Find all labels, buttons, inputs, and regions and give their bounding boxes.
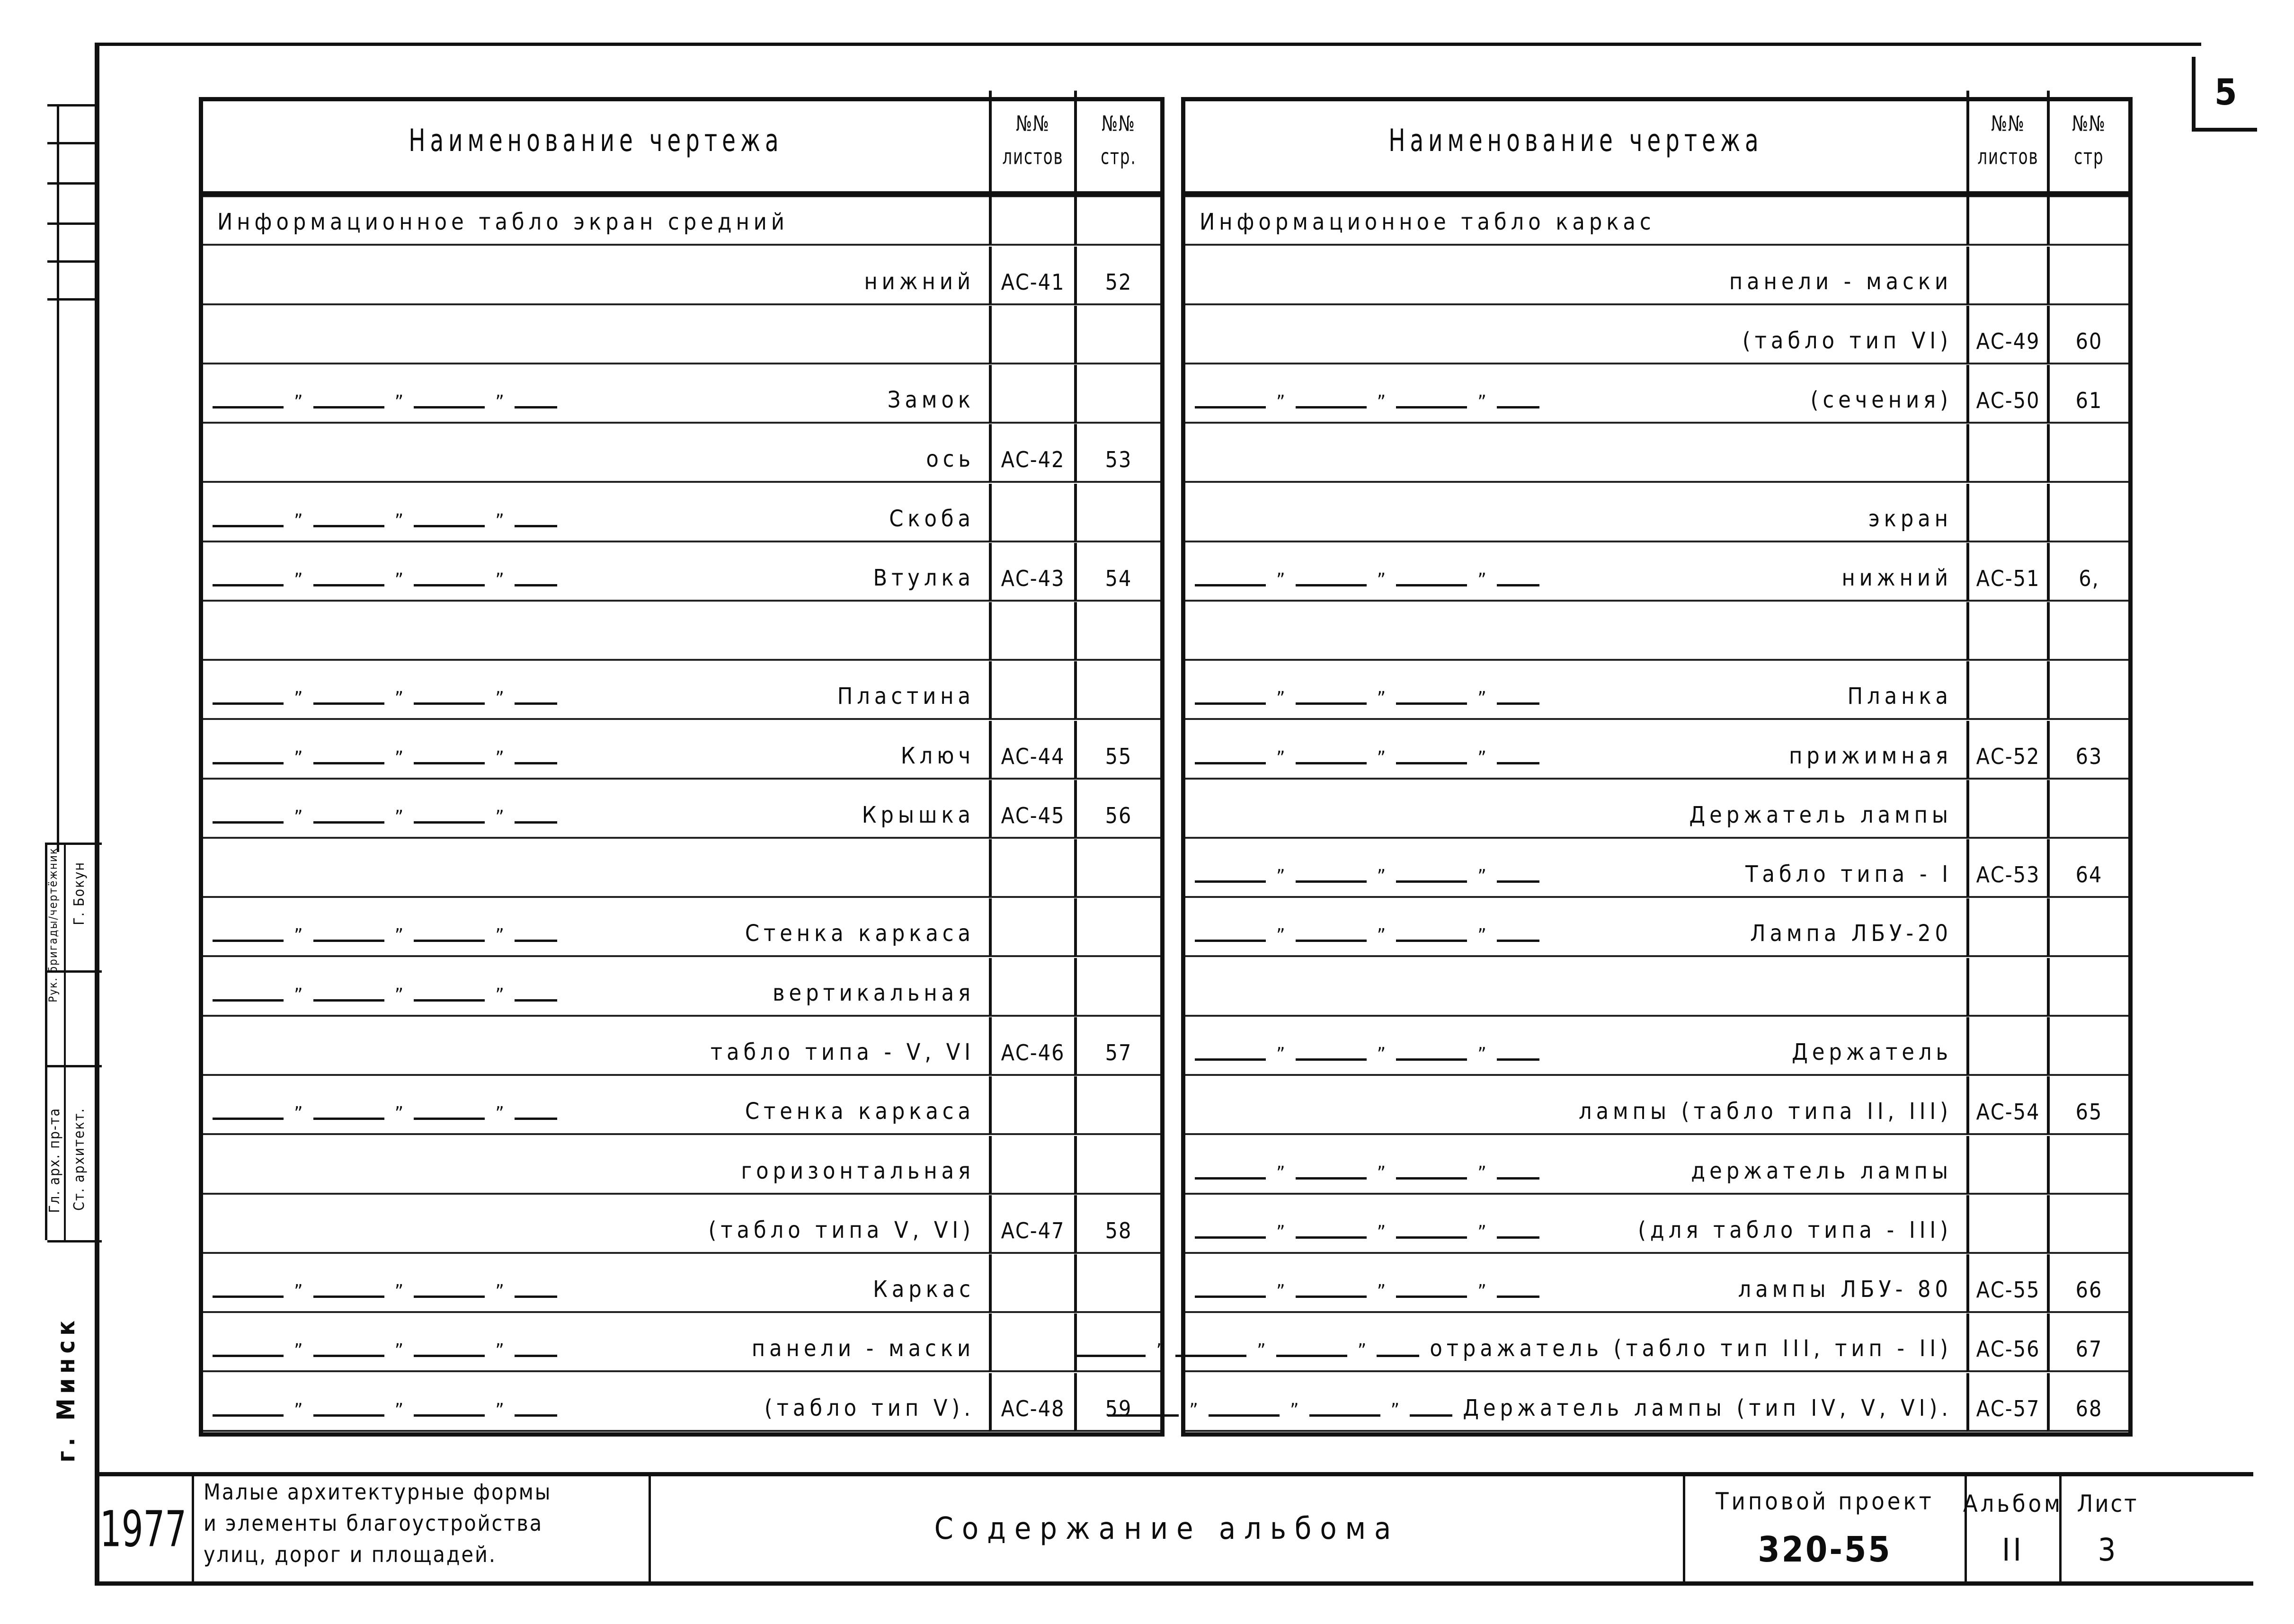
toc-row-name — [203, 365, 989, 424]
toc-row-page-number — [2047, 247, 2128, 305]
toc-row-page-number: 59 — [1074, 1373, 1160, 1432]
city-label: г. Минск — [52, 1316, 80, 1463]
toc-row-name — [1185, 1373, 1966, 1432]
drawing-name-text: Крышка — [862, 801, 975, 828]
toc-row-page-number — [1074, 1136, 1160, 1195]
toc-table-right — [1156, 97, 2133, 1437]
toc-row-name — [1185, 306, 1966, 364]
drawing-name-text: Пластина — [837, 683, 975, 710]
toc-row-page-number — [2047, 1195, 2128, 1254]
toc-row-sheet-number — [989, 1254, 1074, 1313]
toc-row-name — [203, 780, 989, 839]
toc-row-sheet-number: АС-43 — [989, 543, 1074, 602]
toc-row-sheet-number: АС-41 — [989, 247, 1074, 305]
toc-row-name — [203, 1017, 989, 1076]
drawing-name-text: (табло тип V). — [764, 1394, 975, 1421]
toc-row-page-number — [2047, 661, 2128, 720]
toc-row-page-number — [2047, 1136, 2128, 1195]
toc-row-sheet-number: АС-48 — [989, 1373, 1074, 1432]
toc-row-page-number: 52 — [1074, 247, 1160, 305]
toc-row-page-number — [1074, 484, 1160, 542]
ditto-marks: ” ” ” — [203, 688, 568, 710]
drawing-name-text: Информационное табло экран средний — [217, 209, 789, 236]
project-number: 320-55 — [1758, 1529, 1892, 1570]
ditto-marks: ” ” ” — [203, 747, 568, 769]
stamp-label-name: Г. Бокун — [71, 861, 88, 925]
toc-row-page-number — [2047, 1017, 2128, 1076]
drawing-name-text: прижимная — [1789, 742, 1952, 769]
sheet-label: Лист — [2077, 1490, 2139, 1518]
toc-row-page-number — [1074, 898, 1160, 957]
toc-row-name — [203, 1313, 989, 1372]
header-sheet-numbers-line1: №№ — [1016, 112, 1050, 136]
toc-row-sheet-number — [1966, 424, 2047, 483]
title-block-album — [1963, 1476, 2063, 1581]
header-sheet-numbers-line2: листов — [1977, 145, 2039, 169]
toc-row-page-number — [2047, 958, 2128, 1017]
title-block-title: Содержание альбома — [649, 1476, 1683, 1581]
ditto-marks: ” ” ” — [203, 569, 568, 591]
toc-row-name — [203, 1136, 989, 1195]
project-label: Типовой проект — [1716, 1488, 1934, 1515]
ditto-marks: ” ” ” — [1185, 569, 1550, 591]
ditto-marks: ” ” ” — [1185, 688, 1550, 710]
drawing-name-text: Стенка каркаса — [745, 920, 975, 947]
toc-row-page-number — [1074, 839, 1160, 898]
drawing-name-text: Стенка каркаса — [745, 1098, 975, 1125]
title-block-project — [1683, 1476, 1965, 1581]
drawing-name-text: панели - маски — [751, 1335, 975, 1362]
album-number: II — [2002, 1531, 2024, 1568]
ditto-marks: ” ” ” — [203, 391, 568, 413]
drawing-name-text: Табло типа - I — [1745, 861, 1952, 888]
toc-row-sheet-number: АС-45 — [989, 780, 1074, 839]
toc-row-page-number — [1074, 661, 1160, 720]
stamp-divider — [47, 1065, 102, 1067]
toc-row-name — [1185, 1017, 1966, 1076]
toc-row-page-number — [1074, 1076, 1160, 1135]
toc-row-sheet-number: АС-47 — [989, 1195, 1074, 1254]
header-page-numbers-line2: стр. — [1101, 145, 1137, 169]
ditto-marks: ” ” ” — [203, 985, 568, 1006]
drawing-name-text: нижний — [1841, 564, 1952, 591]
toc-row-sheet-number: АС-56 — [1966, 1313, 2047, 1372]
header-sheet-numbers-line1: №№ — [1991, 112, 2025, 136]
stamp-column-divider — [64, 843, 66, 1240]
ditto-marks: ” ” ” — [203, 1340, 568, 1362]
ditto-marks: ” ” ” — [1185, 391, 1550, 413]
header-page-numbers-line1: №№ — [1102, 112, 1136, 136]
ditto-marks: ” ” ” — [203, 925, 568, 947]
toc-row-sheet-number: АС-42 — [989, 424, 1074, 483]
toc-row-sheet-number — [989, 1136, 1074, 1195]
header-sheet-numbers — [989, 91, 1074, 197]
header-drawing-name: Наименование чертежа — [203, 91, 989, 197]
toc-row-name — [203, 602, 989, 661]
toc-row-page-number: 63 — [2047, 721, 2128, 780]
toc-row-page-number: 65 — [2047, 1076, 2128, 1135]
drawing-name-text: Держатель лампы (тип IV, V, VI). — [1463, 1394, 1952, 1421]
toc-row-name — [1185, 1076, 1966, 1135]
toc-row-page-number — [1074, 602, 1160, 661]
toc-row-name — [203, 1076, 989, 1135]
ditto-marks: ” ” ” — [1185, 1281, 1550, 1303]
drawing-name-text: держатель лампы — [1691, 1157, 1952, 1184]
drawing-name-text: экран — [1868, 505, 1952, 532]
toc-row-name — [1185, 247, 1966, 305]
header-page-numbers-line2: стр — [2074, 145, 2104, 169]
stamp-label-chief-architect: Гл. арх. пр-та — [46, 1108, 63, 1213]
drawing-name-text: Держатель — [1792, 1039, 1952, 1066]
toc-table-left — [199, 97, 1165, 1437]
toc-row-page-number — [1074, 306, 1160, 364]
drawing-name-text: (сечения) — [1810, 387, 1952, 414]
toc-row-page-number: 6, — [2047, 543, 2128, 602]
toc-row-sheet-number — [1966, 898, 2047, 957]
ditto-marks: ” ” ” — [1185, 866, 1550, 887]
toc-row-sheet-number — [1966, 484, 2047, 542]
toc-row-page-number: 68 — [2047, 1373, 2128, 1432]
toc-row-page-number — [2047, 780, 2128, 839]
toc-row-sheet-number — [1966, 247, 2047, 305]
toc-row-name — [1185, 721, 1966, 780]
toc-row-sheet-number — [1966, 661, 2047, 720]
toc-row-sheet-number — [1966, 1017, 2047, 1076]
toc-row-sheet-number — [989, 602, 1074, 661]
drawing-name-text: Замок — [887, 387, 975, 414]
toc-row-page-number: 53 — [1074, 424, 1160, 483]
drawing-name-text: ось — [926, 446, 975, 473]
title-block — [95, 1472, 2253, 1586]
toc-row-page-number: 66 — [2047, 1254, 2128, 1313]
toc-row-page-number: 57 — [1074, 1017, 1160, 1076]
toc-row-sheet-number: АС-44 — [989, 721, 1074, 780]
toc-row-name — [203, 484, 989, 542]
ditto-marks: ” ” ” — [1185, 747, 1550, 769]
toc-row-name — [1185, 1195, 1966, 1254]
toc-row-name — [203, 1373, 989, 1432]
toc-row-sheet-number — [989, 1076, 1074, 1135]
toc-row-page-number — [2047, 424, 2128, 483]
drawing-name-text: (табло тип VI) — [1742, 327, 1952, 354]
toc-row-name — [1185, 1136, 1966, 1195]
drawing-name-text: (для табло типа - III) — [1638, 1216, 1952, 1243]
title-block-year: 1977 — [99, 1500, 187, 1558]
album-label: Альбом — [1963, 1490, 2063, 1518]
drawing-name-text: Лампа ЛБУ-20 — [1750, 920, 1952, 947]
drawing-name-text: Информационное табло каркас — [1200, 209, 1655, 236]
toc-row-sheet-number: АС-46 — [989, 1017, 1074, 1076]
approval-stamp — [45, 843, 102, 1240]
toc-row-sheet-number — [989, 898, 1074, 957]
drawing-name-text: Каркас — [873, 1276, 975, 1303]
stamp-label-senior-architect: Ст. архитект. — [71, 1108, 88, 1211]
toc-row-sheet-number: АС-57 — [1966, 1373, 2047, 1432]
toc-row-page-number — [2047, 602, 2128, 661]
drawing-name-text: отражатель (табло тип III, тип - II) — [1430, 1335, 1952, 1362]
header-page-numbers-line1: №№ — [2072, 112, 2106, 136]
toc-row-name — [203, 543, 989, 602]
frame-top-border — [95, 43, 2201, 46]
toc-row-sheet-number: АС-49 — [1966, 306, 2047, 364]
toc-row-name — [203, 839, 989, 898]
ditto-marks: ” ” ” — [203, 807, 568, 828]
toc-row-name — [203, 247, 989, 305]
toc-row-name — [203, 721, 989, 780]
toc-row-name — [203, 1254, 989, 1313]
ditto-marks: ” ” ” — [203, 1103, 568, 1125]
toc-row-name — [1185, 661, 1966, 720]
drawing-name-text: лампы (табло типа II, III) — [1578, 1098, 1952, 1125]
drawing-name-text: Планка — [1847, 683, 1952, 710]
toc-row-name — [1185, 1254, 1966, 1313]
header-sheet-numbers — [1966, 91, 2047, 197]
description-line-2: и элементы благоустройства — [204, 1510, 543, 1536]
toc-row-page-number: 60 — [2047, 306, 2128, 364]
title-block-sheet — [2059, 1476, 2154, 1581]
toc-row-sheet-number — [989, 661, 1074, 720]
toc-row-page-number: 61 — [2047, 365, 2128, 424]
toc-row-page-number: 54 — [1074, 543, 1160, 602]
stamp-label-draftsman: Рук. бригады/чертёжник — [46, 847, 60, 1003]
toc-row-name — [1185, 424, 1966, 483]
drawing-name-text: Втулка — [873, 564, 975, 591]
header-page-numbers — [1074, 91, 1160, 197]
drawing-name-text: табло типа - V, VI — [710, 1039, 975, 1066]
sheet-number: 3 — [2098, 1531, 2118, 1568]
header-page-numbers — [2047, 91, 2128, 197]
toc-row-name — [1185, 365, 1966, 424]
toc-row-sheet-number — [989, 958, 1074, 1017]
toc-row-name — [1156, 1313, 1966, 1372]
description-line-1: Малые архитектурные формы — [204, 1479, 552, 1505]
drawing-name-text: нижний — [864, 268, 975, 295]
ditto-marks: ” ” ” — [1185, 1222, 1550, 1243]
toc-row-name — [203, 661, 989, 720]
drawing-name-text: (табло типа V, VI) — [708, 1216, 975, 1243]
stamp-divider — [47, 843, 102, 845]
toc-row-sheet-number: АС-50 — [1966, 365, 2047, 424]
header-drawing-name: Наименование чертежа — [1185, 91, 1966, 197]
ditto-marks: ” ” ” — [1185, 1163, 1550, 1184]
toc-row-sheet-number — [989, 306, 1074, 364]
toc-row-name — [1185, 958, 1966, 1017]
toc-row-name — [203, 1195, 989, 1254]
toc-row-name — [1185, 543, 1966, 602]
toc-row-page-number — [1074, 1254, 1160, 1313]
toc-row-name — [1185, 602, 1966, 661]
toc-row-sheet-number: АС-53 — [1966, 839, 2047, 898]
ditto-marks: ” ” ” — [203, 1281, 568, 1303]
toc-row-sheet-number: АС-52 — [1966, 721, 2047, 780]
toc-row-sheet-number — [1966, 1195, 2047, 1254]
toc-row-sheet-number: АС-55 — [1966, 1254, 2047, 1313]
toc-row-page-number: 56 — [1074, 780, 1160, 839]
toc-row-name — [1185, 484, 1966, 542]
toc-row-name — [1185, 780, 1966, 839]
toc-row-sheet-number — [1966, 1136, 2047, 1195]
sheet-corner-number: 5 — [2214, 71, 2237, 113]
toc-row-page-number: 64 — [2047, 839, 2128, 898]
toc-row-page-number — [1074, 958, 1160, 1017]
stamp-divider — [47, 1240, 102, 1242]
toc-row-page-number: 58 — [1074, 1195, 1160, 1254]
drawing-name-text: вертикальная — [773, 979, 975, 1006]
toc-row-sheet-number — [1966, 780, 2047, 839]
ditto-marks: ” ” ” — [1185, 1044, 1550, 1065]
toc-row-sheet-number: АС-51 — [1966, 543, 2047, 602]
toc-row-name — [1185, 839, 1966, 898]
toc-row-page-number: 55 — [1074, 721, 1160, 780]
toc-row-name — [203, 424, 989, 483]
toc-row-sheet-number — [989, 1313, 1074, 1372]
drawing-name-text: Ключ — [900, 742, 975, 769]
drawing-name-text: панели - маски — [1729, 268, 1952, 295]
ditto-marks: ” ” ” — [203, 1400, 568, 1421]
toc-row-sheet-number — [989, 484, 1074, 542]
drawing-name-text: горизонтальная — [741, 1157, 975, 1184]
toc-row-page-number — [2047, 484, 2128, 542]
toc-row-name — [203, 306, 989, 364]
toc-row-page-number — [2047, 898, 2128, 957]
toc-row-sheet-number — [989, 839, 1074, 898]
toc-row-name — [203, 958, 989, 1017]
ditto-marks: ” ” ” — [1065, 1340, 1430, 1362]
toc-row-sheet-number — [1966, 958, 2047, 1017]
ditto-marks: ” ” ” — [203, 510, 568, 532]
toc-row-page-number — [1074, 365, 1160, 424]
toc-row-page-number: 67 — [2047, 1313, 2128, 1372]
toc-row-sheet-number: АС-54 — [1966, 1076, 2047, 1135]
header-sheet-numbers-line2: листов — [1002, 145, 1064, 169]
toc-row-sheet-number — [1966, 602, 2047, 661]
toc-row-sheet-number — [989, 365, 1074, 424]
ditto-marks: ” ” ” — [1098, 1400, 1463, 1421]
drawing-name-text: Держатель лампы — [1689, 801, 1952, 828]
drawing-name-text: Скоба — [889, 505, 975, 532]
toc-row-name — [203, 898, 989, 957]
frame-left-border — [95, 43, 99, 1586]
toc-row-name — [1185, 898, 1966, 957]
description-line-3: улиц, дорог и площадей. — [204, 1542, 497, 1567]
ditto-marks: ” ” ” — [1185, 925, 1550, 947]
sheet-corner-number-box — [2192, 57, 2257, 132]
drawing-name-text: лампы ЛБУ- 80 — [1738, 1276, 1952, 1303]
title-block-description — [192, 1476, 649, 1581]
